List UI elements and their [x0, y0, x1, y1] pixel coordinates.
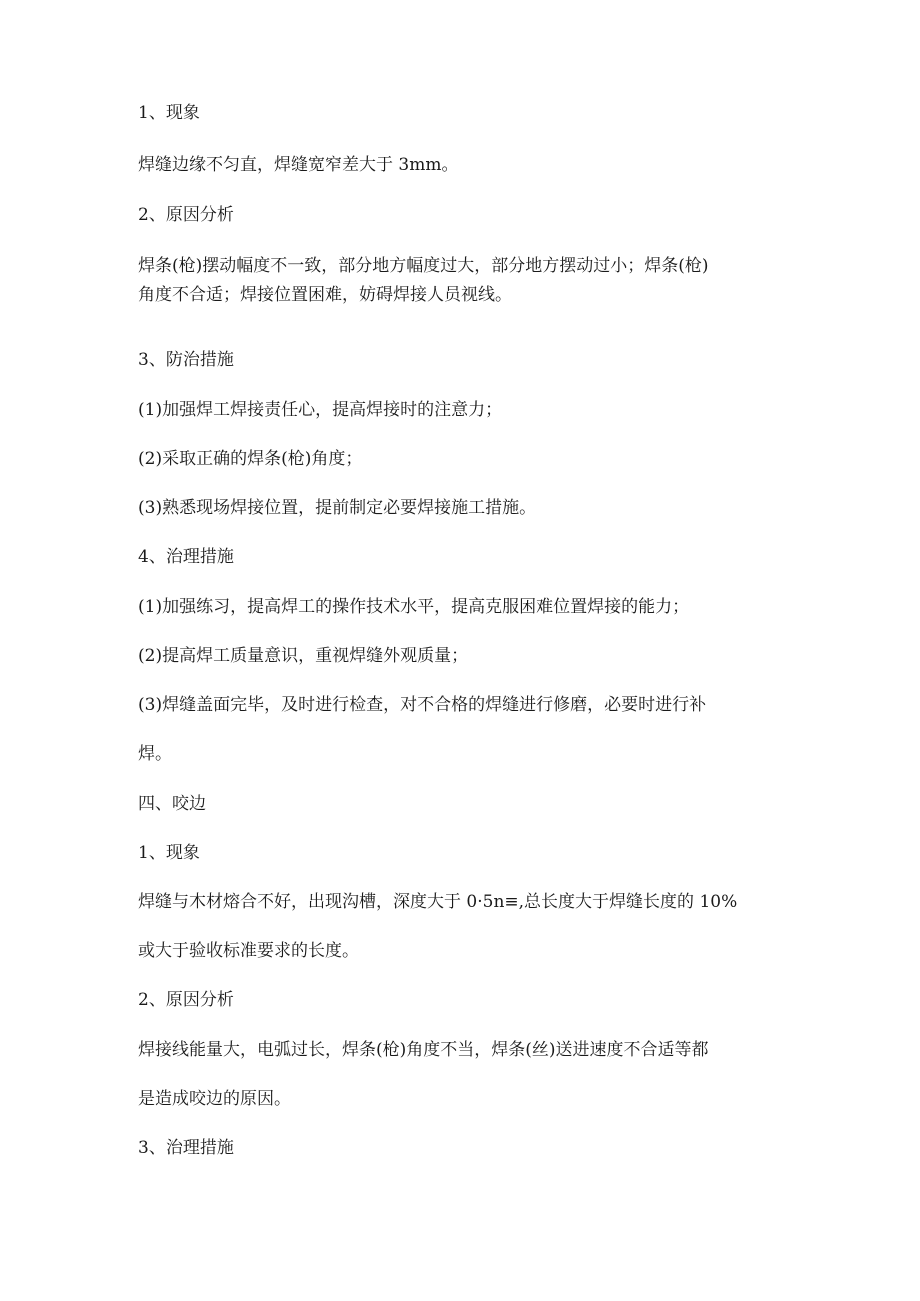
paragraph-phenomenon-2-line-1: 焊缝与木材熔合不好，出现沟槽，深度大于 0·5n≡,总长度大于焊缝长度的 10% — [138, 892, 738, 912]
paragraph-cause-2-line-1: 焊接线能量大，电弧过长，焊条(枪)角度不当，焊条(丝)送进速度不合适等都 — [138, 1040, 709, 1060]
list-item-remediation-3: (3)焊缝盖面完毕，及时进行检查，对不合格的焊缝进行修磨，必要时进行补 — [138, 695, 707, 715]
paragraph-phenomenon-1: 焊缝边缘不匀直，焊缝宽窄差大于 3mm。 — [138, 155, 459, 175]
heading-remediation-measures-2: 3、治理措施 — [138, 1138, 234, 1158]
heading-cause-analysis-1: 2、原因分析 — [138, 205, 234, 225]
section-heading-undercut: 四、咬边 — [138, 794, 206, 814]
list-item-remediation-3-cont: 焊。 — [138, 744, 172, 764]
heading-remediation-measures-1: 4、治理措施 — [138, 547, 234, 567]
heading-prevention-measures: 3、防治措施 — [138, 350, 234, 370]
heading-phenomenon-1: 1、现象 — [138, 103, 200, 123]
list-item-prevention-1: (1)加强焊工焊接责任心，提高焊接时的注意力； — [138, 400, 503, 420]
list-item-prevention-2: (2)采取正确的焊条(枪)角度； — [138, 449, 363, 469]
heading-phenomenon-2: 1、现象 — [138, 843, 200, 863]
paragraph-cause-2-line-2: 是造成咬边的原因。 — [138, 1089, 291, 1109]
paragraph-phenomenon-2-line-2: 或大于验收标准要求的长度。 — [138, 941, 359, 961]
heading-cause-analysis-2: 2、原因分析 — [138, 990, 234, 1010]
list-item-remediation-2: (2)提高焊工质量意识，重视焊缝外观质量； — [138, 646, 469, 666]
list-item-remediation-1: (1)加强练习，提高焊工的操作技术水平，提高克服困难位置焊接的能力； — [138, 597, 690, 617]
list-item-prevention-3: (3)熟悉现场焊接位置，提前制定必要焊接施工措施。 — [138, 498, 537, 518]
paragraph-cause-line-2: 角度不合适；焊接位置困难，妨碍焊接人员视线。 — [138, 285, 512, 305]
paragraph-cause-line-1: 焊条(枪)摆动幅度不一致，部分地方幅度过大，部分地方摆动过小；焊条(枪) — [138, 256, 709, 276]
